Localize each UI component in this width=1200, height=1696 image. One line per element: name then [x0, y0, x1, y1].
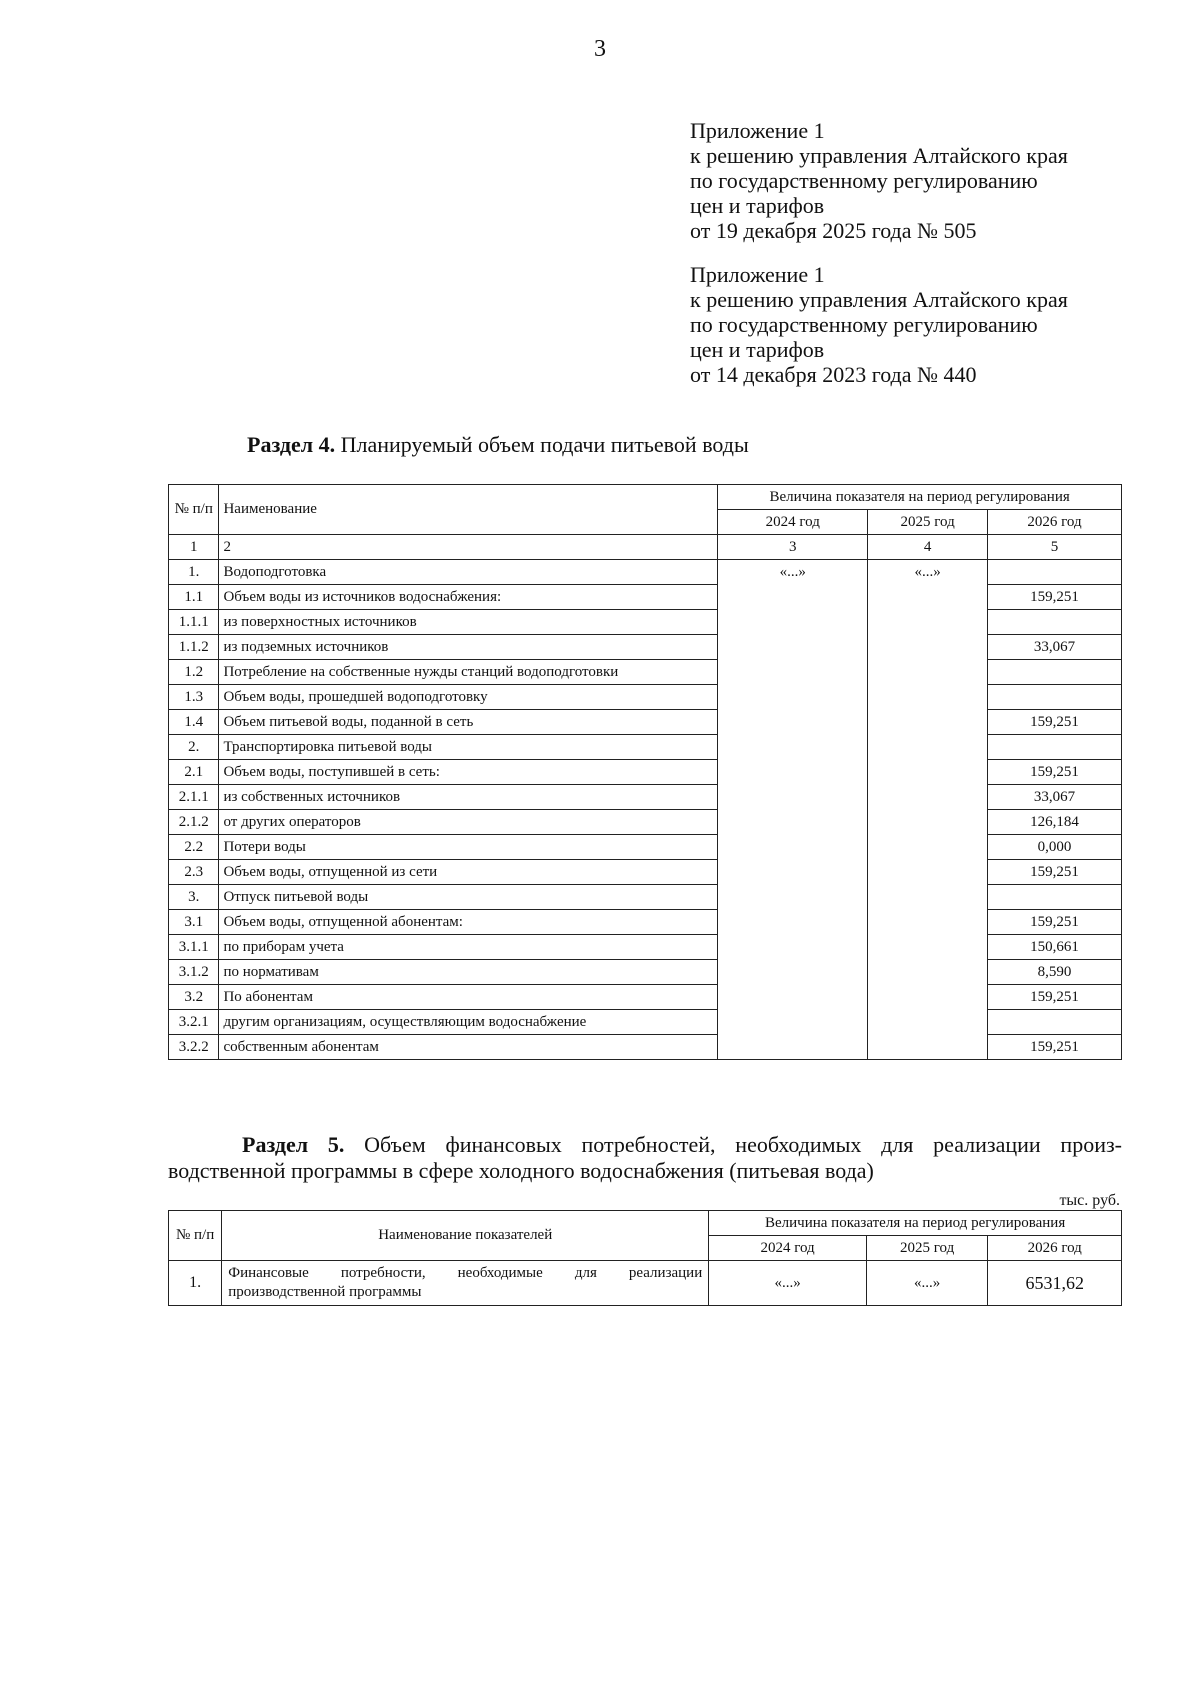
row-name: Объем воды, прошедшей водоподготовку [219, 685, 718, 710]
appendix-line: от 19 декабря 2025 года № 505 [690, 218, 977, 243]
row-2025 [868, 985, 988, 1010]
colnum-3: 3 [718, 535, 868, 560]
row-2025 [868, 635, 988, 660]
row-num: 2.2 [169, 835, 219, 860]
row-name: Водоподготовка [219, 560, 718, 585]
row-2026 [988, 885, 1122, 910]
appendix-line: цен и тарифов [690, 337, 825, 362]
row-2024 [718, 910, 868, 935]
row-num: 1.4 [169, 710, 219, 735]
section4-heading [247, 432, 749, 458]
table-row [169, 735, 1122, 760]
colnum-4: 4 [868, 535, 988, 560]
row-name: Потребление на собственные нужды станций водоподготовки [219, 660, 718, 685]
row-num: 3. [169, 885, 219, 910]
appendix-line: цен и тарифов [690, 193, 825, 218]
row-2026 [988, 660, 1122, 685]
row-2024 [718, 885, 868, 910]
row-num: 1. [169, 560, 219, 585]
row-name: Потери воды [219, 835, 718, 860]
row-name: по приборам учета [219, 935, 718, 960]
header-2026: 2026 год [988, 510, 1122, 535]
row-num: 1.1.2 [169, 635, 219, 660]
row-2025 [868, 785, 988, 810]
row-2024 [718, 935, 868, 960]
row-2026: 159,251 [988, 860, 1122, 885]
row-2025 [868, 1035, 988, 1060]
row-name: от других операторов [219, 810, 718, 835]
colnum-2: 2 [219, 535, 718, 560]
header-period: Величина показателя на период регулирования [709, 1211, 1122, 1236]
section4-table [168, 484, 1122, 1060]
row-name: Объем питьевой воды, поданной в сеть [219, 710, 718, 735]
table-row [169, 1010, 1122, 1035]
table-row [169, 785, 1122, 810]
row-2025 [868, 810, 988, 835]
header-num: № п/п [169, 485, 219, 535]
row-2024 [718, 1035, 868, 1060]
table-row [169, 585, 1122, 610]
appendix-line: к решению управления Алтайского края [690, 143, 1068, 168]
row-num: 2.1.1 [169, 785, 219, 810]
row-num: 1.2 [169, 660, 219, 685]
row-name: Финансовые потребности, необходимые для реализации производственной программы [222, 1261, 709, 1306]
table-row [169, 885, 1122, 910]
row-2024 [718, 835, 868, 860]
row-num: 1.3 [169, 685, 219, 710]
appendix-line: по государственному регулированию [690, 312, 1038, 337]
row-2025: «...» [868, 560, 988, 585]
table-row [169, 1035, 1122, 1060]
row-2024 [718, 810, 868, 835]
row-num: 2.1.2 [169, 810, 219, 835]
appendix-line: Приложение 1 [690, 262, 825, 287]
row-num: 3.1.1 [169, 935, 219, 960]
table-row [169, 635, 1122, 660]
section4-label: Раздел 4. [247, 432, 336, 457]
header-2025: 2025 год [868, 510, 988, 535]
table-row [169, 685, 1122, 710]
row-name: по нормативам [219, 960, 718, 985]
table-row [169, 985, 1122, 1010]
row-name: из подземных источников [219, 635, 718, 660]
row-2026: 126,184 [988, 810, 1122, 835]
table-row [169, 560, 1122, 585]
row-2026: 159,251 [988, 760, 1122, 785]
row-2024 [718, 735, 868, 760]
row-2024 [718, 985, 868, 1010]
row-num: 3.2.1 [169, 1010, 219, 1035]
row-2024 [718, 1010, 868, 1035]
row-2025 [868, 710, 988, 735]
row-2026: 6531,62 [988, 1261, 1122, 1306]
table-row [169, 710, 1122, 735]
appendix-line: к решению управления Алтайского края [690, 287, 1068, 312]
row-2026 [988, 560, 1122, 585]
row-2026 [988, 735, 1122, 760]
header-name: Наименование [219, 485, 718, 535]
row-2026: 33,067 [988, 635, 1122, 660]
row-2026: 159,251 [988, 910, 1122, 935]
row-2025 [868, 910, 988, 935]
table-row [169, 1261, 1122, 1306]
section5-heading [168, 1132, 1122, 1184]
table-row [169, 910, 1122, 935]
row-name: Объем воды, отпущенной из сети [219, 860, 718, 885]
row-2026: 159,251 [988, 710, 1122, 735]
row-2025 [868, 835, 988, 860]
row-2024 [718, 610, 868, 635]
row-2026 [988, 685, 1122, 710]
row-2025 [868, 585, 988, 610]
appendix-line: от 14 декабря 2023 года № 440 [690, 362, 977, 387]
table-row [169, 810, 1122, 835]
header-2024: 2024 год [709, 1236, 867, 1261]
row-2026: 8,590 [988, 960, 1122, 985]
appendix-current [690, 118, 1068, 243]
row-num: 1.1.1 [169, 610, 219, 635]
row-2024 [718, 785, 868, 810]
row-num: 1.1 [169, 585, 219, 610]
header-period: Величина показателя на период регулирования [718, 485, 1122, 510]
table-row [169, 935, 1122, 960]
section5-table [168, 1210, 1122, 1306]
row-2026 [988, 1010, 1122, 1035]
row-name: Транспортировка питьевой воды [219, 735, 718, 760]
header-num: № п/п [169, 1211, 222, 1261]
row-2024: «...» [709, 1261, 867, 1306]
section5-title-line2: водственной программы в сфере холодного водоснабжения (питьевая вода) [168, 1158, 874, 1183]
row-2026: 33,067 [988, 785, 1122, 810]
row-name: По абонентам [219, 985, 718, 1010]
row-num: 3.1.2 [169, 960, 219, 985]
table-row [169, 835, 1122, 860]
row-2026: 159,251 [988, 985, 1122, 1010]
row-2025: «...» [866, 1261, 988, 1306]
row-num: 3.2.2 [169, 1035, 219, 1060]
row-name: другим организациям, осуществляющим водоснабжение [219, 1010, 718, 1035]
header-2025: 2025 год [866, 1236, 988, 1261]
row-2025 [868, 685, 988, 710]
section4-title: Планируемый объем подачи питьевой воды [340, 432, 749, 457]
row-2026: 150,661 [988, 935, 1122, 960]
row-2025 [868, 1010, 988, 1035]
row-2024 [718, 960, 868, 985]
appendix-previous [690, 262, 1068, 387]
colnum-5: 5 [988, 535, 1122, 560]
header-2026: 2026 год [988, 1236, 1122, 1261]
column-number-row [169, 535, 1122, 560]
row-num: 1. [169, 1261, 222, 1306]
row-name: из собственных источников [219, 785, 718, 810]
row-2024 [718, 635, 868, 660]
row-2026: 159,251 [988, 1035, 1122, 1060]
row-2025 [868, 885, 988, 910]
row-2024 [718, 585, 868, 610]
table-row [169, 860, 1122, 885]
table-row [169, 660, 1122, 685]
appendix-line: по государственному регулированию [690, 168, 1038, 193]
row-num: 2.3 [169, 860, 219, 885]
appendix-line: Приложение 1 [690, 118, 825, 143]
header-row [169, 485, 1122, 510]
row-2024 [718, 710, 868, 735]
row-2025 [868, 760, 988, 785]
row-2025 [868, 660, 988, 685]
table-row [169, 610, 1122, 635]
header-2024: 2024 год [718, 510, 868, 535]
header-row [169, 1211, 1122, 1236]
row-2026: 159,251 [988, 585, 1122, 610]
row-2024 [718, 860, 868, 885]
row-2025 [868, 860, 988, 885]
row-2025 [868, 960, 988, 985]
row-2025 [868, 735, 988, 760]
row-name: из поверхностных источников [219, 610, 718, 635]
header-name: Наименование показателей [222, 1211, 709, 1261]
row-2025 [868, 935, 988, 960]
row-2024 [718, 760, 868, 785]
row-num: 3.1 [169, 910, 219, 935]
table-row [169, 960, 1122, 985]
row-num: 2.1 [169, 760, 219, 785]
row-name: собственным абонентам [219, 1035, 718, 1060]
section5-label: Раздел 5. [242, 1132, 345, 1157]
colnum-1: 1 [169, 535, 219, 560]
section5-title-line1: Объем финансовых потребностей, необходимых для реализации произ- [364, 1132, 1122, 1157]
row-2026: 0,000 [988, 835, 1122, 860]
row-name: Объем воды, отпущенной абонентам: [219, 910, 718, 935]
row-2026 [988, 610, 1122, 635]
row-2024: «...» [718, 560, 868, 585]
row-num: 3.2 [169, 985, 219, 1010]
row-2025 [868, 610, 988, 635]
row-num: 2. [169, 735, 219, 760]
table-row [169, 760, 1122, 785]
row-name: Объем воды из источников водоснабжения: [219, 585, 718, 610]
row-name: Отпуск питьевой воды [219, 885, 718, 910]
page-number: 3 [594, 36, 606, 62]
row-2024 [718, 685, 868, 710]
row-name: Объем воды, поступившей в сеть: [219, 760, 718, 785]
unit-label: тыс. руб. [1059, 1192, 1120, 1209]
row-2024 [718, 660, 868, 685]
